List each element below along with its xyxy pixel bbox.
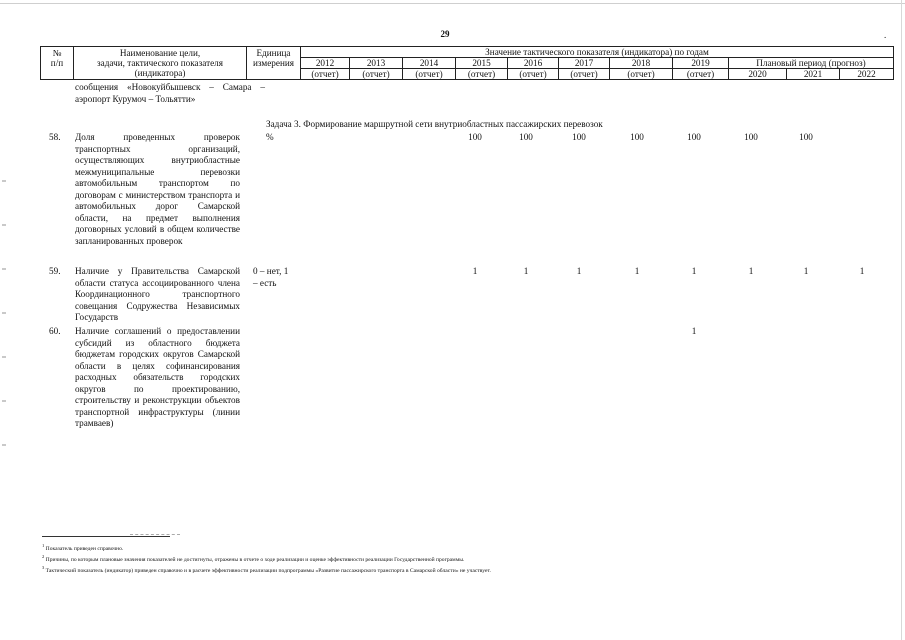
report-2012: (отчет) [301, 69, 350, 80]
value-2019: 1 [691, 326, 697, 336]
right-border-line [901, 0, 902, 640]
value-2020: 1 [748, 266, 754, 276]
header-num-sub: п/п [50, 58, 64, 68]
row-number: 59. [49, 266, 61, 276]
header-unit-cell [247, 47, 301, 80]
row-name: Наличие у Правительства Самарской области статуса ассоциированного члена Координационного транспортного совещания Содружества Независимых Государств [75, 266, 240, 322]
indicator-table-header [40, 46, 894, 80]
header-name-1: Наименование цели, [119, 48, 201, 58]
report-2019: (отчет) [673, 69, 729, 80]
value-2022: 1 [859, 266, 865, 276]
row-unit: 0 – нет, 1 – есть [253, 266, 289, 288]
value-2021: 100 [799, 132, 813, 142]
year-2013: 2013 [350, 58, 403, 69]
footnote-separator-dash [130, 534, 180, 535]
value-2018: 1 [634, 266, 640, 276]
footnote-text: Показатель приведен справочно. [45, 545, 124, 552]
footnote-mark: 3 [42, 564, 45, 570]
value-2018: 100 [630, 132, 644, 142]
plan-year-2020: 2020 [729, 69, 787, 80]
report-2014: (отчет) [403, 69, 456, 80]
header-num-cell [41, 47, 74, 80]
plan-year-2022: 2022 [840, 69, 894, 80]
year-2015: 2015 [456, 58, 508, 69]
year-2018: 2018 [610, 58, 673, 69]
previous-row-fragment: сообщения «Новокуйбышевск – Самара – аэропорт Курумоч – Тольятти» [75, 82, 265, 104]
row-number: 60. [49, 326, 61, 336]
value-2017: 1 [576, 266, 582, 276]
footnotes [42, 542, 842, 575]
scan-marks [2, 160, 6, 460]
value-2017: 100 [572, 132, 586, 142]
top-border-line [0, 3, 905, 4]
header-values: Значение тактического показателя (индикатора) по годам [301, 47, 894, 58]
footnote-text: Тактический показатель (индикатор) приведен справочно и в расчете эффективности реализации подпрограммы «Развитие пассажирского транспорта в Самарской области» не участвует. [45, 567, 491, 574]
row-name: Наличие соглашений о предоставлении субсидий из областного бюджета бюджетам городских округов Самарской области в целях софинансирования расходных обязательств городских округов по проектированию, строительству и реконструкции объектов транспортной инфраструктуры (линии трамваев) [75, 326, 240, 428]
header-num: № [52, 48, 62, 58]
value-2016: 1 [523, 266, 529, 276]
footnote [42, 553, 842, 564]
plan-period: Плановый период (прогноз) [729, 58, 894, 69]
year-2014: 2014 [403, 58, 456, 69]
value-2019: 1 [691, 266, 697, 276]
footnote-mark: 1 [42, 543, 45, 548]
header-unit-2: измерения [252, 58, 295, 68]
year-2019: 2019 [673, 58, 729, 69]
row-number: 58. [49, 132, 61, 142]
value-2019: 100 [687, 132, 701, 142]
header-name-2: задачи, тактического показателя [96, 58, 223, 68]
report-2015: (отчет) [456, 69, 508, 80]
report-2013: (отчет) [350, 69, 403, 80]
value-2021: 1 [803, 266, 809, 276]
value-2016: 100 [519, 132, 533, 142]
task-title: Задача 3. Формирование маршрутной сети внутриобластных пассажирских перевозок [266, 119, 603, 129]
row-name: Доля проведенных проверок транспортных организаций, осуществляющих внутриобластные межмуниципальные перевозки автомобильным транспортом по договорам с министерством транспорта и автомобильных дорог Самарской области, на предмет выполнения договорных условий в общем количестве запланированных проверок [75, 132, 240, 246]
report-2016: (отчет) [508, 69, 559, 80]
footnote-mark: 2 [42, 553, 45, 559]
footnote-text: Причины, по которым плановые значения показателей не достигнуты, отражены в отчете о ходе реализации и оценке эффективности реализации Государственной программы. [45, 556, 465, 563]
year-2016: 2016 [508, 58, 559, 69]
year-2012: 2012 [301, 58, 350, 69]
header-name-cell [74, 47, 247, 80]
report-2017: (отчет) [559, 69, 610, 80]
value-2015: 1 [472, 266, 478, 276]
header-name-3: (индикатора) [134, 68, 186, 78]
footnote [42, 564, 842, 575]
plan-year-2021: 2021 [787, 69, 840, 80]
footnote-separator [42, 536, 170, 537]
page-number: 29 [440, 29, 450, 39]
year-2017: 2017 [559, 58, 610, 69]
row-unit: % [266, 132, 274, 142]
value-2015: 100 [468, 132, 482, 142]
value-2020: 100 [744, 132, 758, 142]
corner-mark: . [884, 30, 887, 40]
header-unit-1: Единица [256, 48, 291, 58]
footnote [42, 542, 842, 553]
report-2018: (отчет) [610, 69, 673, 80]
